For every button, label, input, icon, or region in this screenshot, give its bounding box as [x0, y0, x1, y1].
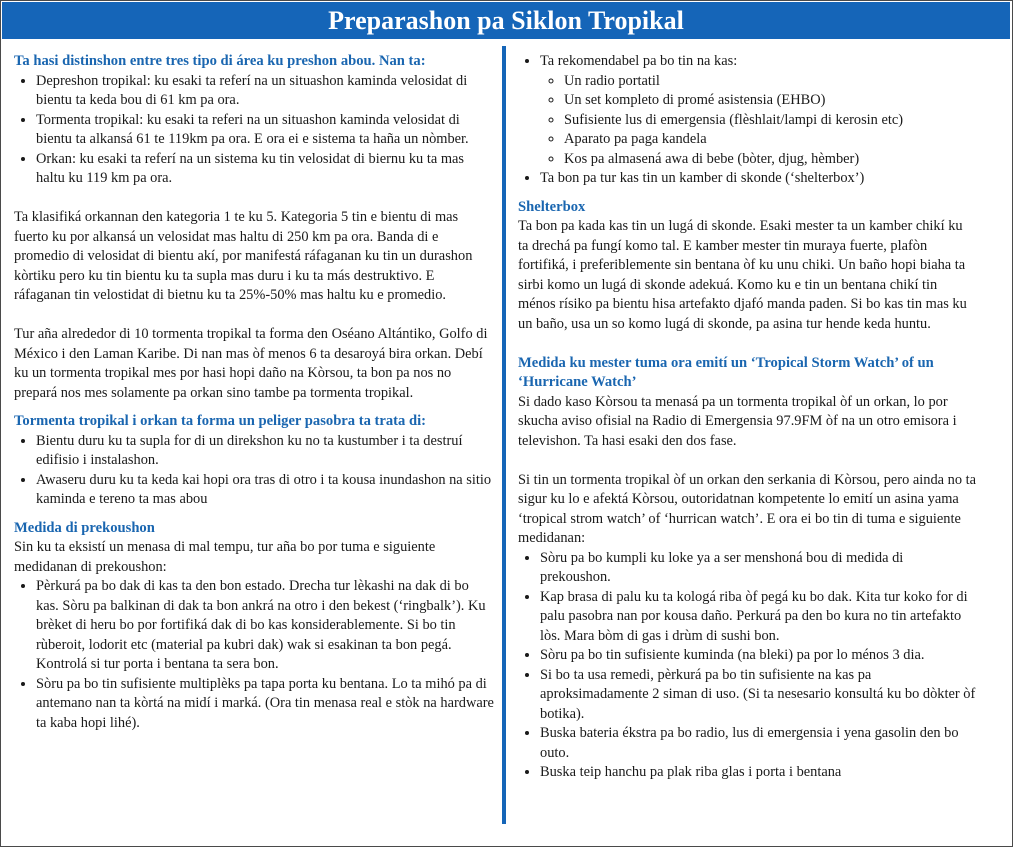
page-title: Preparashon pa Siklon Tropikal — [2, 2, 1010, 39]
list-item: ◦ Un radio portatil — [564, 72, 976, 92]
list-item: • Buska teip hanchu pa plak riba glas i porta i bentana — [540, 763, 976, 783]
list-item: ◦ Aparato pa paga kandela — [564, 130, 976, 150]
list-item: • Bientu duru ku ta supla for di un direkshon ku no ta kustumber i ta destruí edifisio i instalashon. — [36, 432, 494, 471]
prevention-list — [14, 577, 494, 733]
column-divider — [502, 46, 506, 824]
list-item: • Si bo ta usa remedi, pèrkurá pa bo tin sufisiente na kas pa aproksimadamente 2 siman di uso. (Si ta nesesario konsultá ku bo dòkter òf botika). — [540, 666, 976, 725]
recommend-label: Ta rekomendabel pa bo tin na kas: — [540, 53, 738, 69]
list-item: • Depreshon tropikal: ku esaki ta referí na un situashon kaminda velosidat di bientu ta keda bou di 61 km pa ora. — [36, 72, 494, 111]
watch-paragraph-1: Si dado kaso Kòrsou ta menasá pa un tormenta tropikal òf un orkan, lo por skucha aviso ofisial na Radio di Emergensia 97.9FM òf na un otro emisora i televishon. Ta hasi esaki den dos fase. — [518, 393, 957, 449]
prevention-intro: Sin ku ta eksistí un menasa di mal tempu, tur aña bo por tuma e siguiente medidanan di prekoushon: — [14, 539, 436, 575]
right-column — [518, 52, 976, 783]
shelterbox-heading: Shelterbox — [518, 198, 586, 215]
watch-list — [518, 549, 976, 783]
prevention-heading: Medida di prekoushon — [14, 519, 155, 536]
classification-paragraph: Ta klasifiká orkannan den kategoria 1 te ku 5. Kategoria 5 tin e bientu di mas fuerto ku por alkansá un velosidat mas haltu di 250 km pa ora. Banda di e promedio di velosidat di bientu akí, por manifestá ráfaganan ku tin un durashon kòrtiku pero ku tin bientu ku ta supla mas duru i ku ta más destruktivo. E ráfaganan tin velostidat di bietnu ku ta 25%-50% mas haltu ku e promedio. — [14, 209, 473, 303]
storms-paragraph: Tur aña alrededor di 10 tormenta tropikal ta forma den Oséano Altántiko, Golfo di México i den Laman Karibe. Di nan mas òf menos 6 ta desaroyá bira orkan. Debí ku un tormenta tropikal mes por hasi hopi daño na Kòrsou, ta bon pa nos no prepará nos mes solamente pa orkan sino tambe pa tormenta tropikal. — [14, 326, 488, 401]
list-item: • Buska bateria ékstra pa bo radio, lus di emergensia i yena gasolin den bo outo. — [540, 724, 976, 763]
pressure-types-list — [14, 72, 494, 189]
watch-paragraph-2: Si tin un tormenta tropikal òf un orkan den serkania di Kòrsou, pero ainda no ta sigur ku lo e afektá Kòrsou, outoridatnan kompetente lo emití un asina yama ‘tropical strom watch’ of ‘hurrican watch’. E ora ei bo tin di tuma e siguiente medidanan: — [518, 471, 976, 546]
danger-list — [14, 432, 494, 510]
list-item: • Kap brasa di palu ku ta kologá riba òf pegá ku bo dak. Kita tur koko for di palu pasobra nan por kousa daño. Perkurá pa den bo kura no tin artefakto lòs. Mara bòm di gas i drùm di sushi bon. — [540, 588, 976, 647]
list-item: • Sòru pa bo kumpli ku loke ya a ser menshoná bou di medida di prekoushon. — [540, 549, 976, 588]
watch-heading: Medida ku mester tuma ora emití un ‘Tropical Storm Watch’ of un ‘Hurricane Watch’ — [518, 354, 934, 390]
list-item: ◦ Kos pa almasená awa di bebe (bòter, djug, hèmber) — [564, 150, 976, 170]
list-item: • Ta bon pa tur kas tin un kamber di skonde (‘shelterbox’) — [540, 169, 976, 189]
list-item: ◦ Un set kompleto di promé asistensia (EHBO) — [564, 91, 976, 111]
list-item: • Sòru pa bo tin sufisiente multiplèks pa tapa porta ku bentana. Lo ta mihó pa di antemano nan ta kòrtá na midí i marká. (Ora tin menasa real e stòk na hardware ta kaba hopi lihé). — [36, 675, 494, 734]
left-column — [14, 52, 494, 733]
list-item: • Awaseru duru ku ta keda kai hopi ora tras di otro i ta kousa inundashon na sitio kaminda e tereno ta mas abou — [36, 471, 494, 510]
recommend-sublist — [540, 72, 976, 170]
list-item: • Tormenta tropikal: ku esaki ta referi na un situashon kaminda velosidat di bientu ta alkansá 61 te 119km pa ora. E ora ei e sistema ta haña un nòmber. — [36, 111, 494, 150]
list-item: • Orkan: ku esaki ta referí na un sistema ku tin velosidat di biernu ku ta mas haltu ku 119 km pa ora. — [36, 150, 494, 189]
danger-heading: Tormenta tropikal i orkan ta forma un peliger pasobra ta trata di: — [14, 413, 427, 429]
list-item: • Pèrkurá pa bo dak di kas ta den bon estado. Drecha tur lèkashi na dak di bo kas. Sòru pa balkinan di dak ta bon ankrá na otro i den bekest (‘ringbalk’). Ku brèket di heru bo por fortifiká dak di bo kas konsiderablemente. Si bo tin rùberoit, lodorit etc (material pa kubri dak) wak si esakinan ta bon pegá. Kontrolá si tur porta i bentana ta sera bon. — [36, 577, 494, 675]
recommend-list — [518, 52, 976, 189]
intro-heading: Ta hasi distinshon entre tres tipo di área ku preshon abou. Nan ta: — [14, 53, 426, 69]
list-item: • Sòru pa bo tin sufisiente kuminda (na bleki) pa por lo ménos 3 dia. — [540, 646, 976, 666]
list-item — [540, 52, 976, 169]
shelterbox-paragraph: Ta bon pa kada kas tin un lugá di skonde. Esaki mester ta un kamber chikí ku ta drechá pa fungí komo tal. E kamber mester tin muraya fuerte, plafòn fortifiká, i preferiblemente sin bentana òf ku unu chiki. Un baño hopi biaha ta sirbi komo un lugá di skonde adekuá. Komo ku e tin un bentana chikí tin ménos rísiko pa bientu hisa artefakto djafó manda paden. Si bo kas tin mas ku un baño, usa un so komo lugá di skonde, pa asina tur hende keda huntu. — [518, 218, 967, 332]
list-item: ◦ Sufisiente lus di emergensia (flèshlait/lampi di kerosin etc) — [564, 111, 976, 131]
